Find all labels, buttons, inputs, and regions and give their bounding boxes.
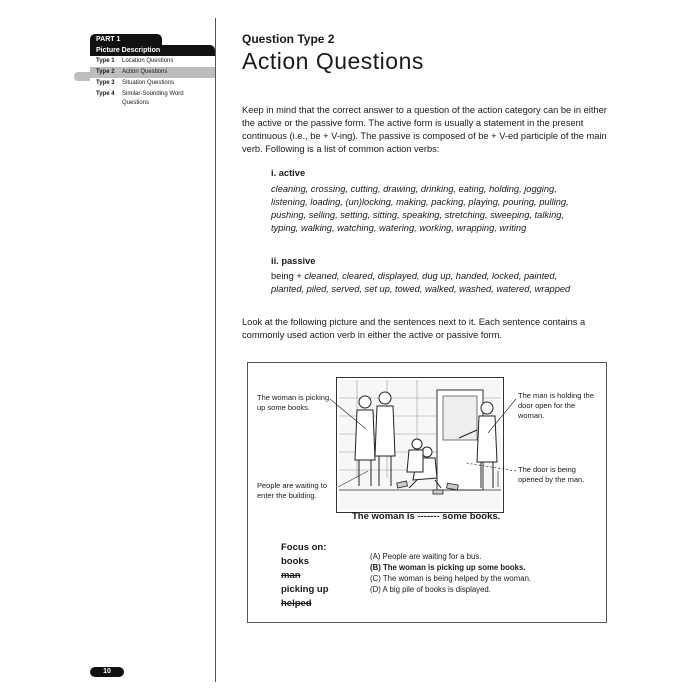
label-man: The man is holding the door open for the woman.	[518, 391, 594, 420]
sidebar-item-type-2[interactable]	[90, 67, 215, 78]
option-b: (B) The woman is picking up some books.	[370, 563, 526, 572]
label-people: People are waiting to enter the building.	[257, 481, 328, 500]
passive-verb-list: cleaned, cleared, displayed, dug up, handed, locked, painted, planted, piled, served, set up, towed, walked, washed, watered, wrapped	[271, 271, 571, 294]
figure-caption: The woman is ------- some books.	[352, 511, 501, 522]
sidebar-nav	[90, 34, 215, 109]
focus-box	[281, 541, 329, 611]
question-type-label: Question Type 2	[242, 32, 335, 46]
active-heading: i. active	[271, 168, 306, 178]
active-verbs: cleaning, crossing, cutting, drawing, drinking, eating, holding, jogging, listening, loading, (un)locking, making, packing, playing, pouring, pulling, pushing, selling, setting, sitting, speaking, stretching, sweeping, talking, typing, walking, watching, watering, working, wrapping, writing	[271, 184, 569, 233]
passive-verbs	[271, 270, 591, 296]
answer-options	[370, 551, 531, 595]
page-number: 10	[90, 667, 124, 677]
type-label: Similar-Sounding Word Questions	[122, 91, 184, 106]
option-d: (D) A big pile of books is displayed.	[370, 585, 491, 594]
focus-word-struck: man	[281, 570, 301, 581]
passive-prefix: being +	[271, 271, 305, 281]
focus-word-struck: helped	[281, 598, 312, 609]
focus-heading: Focus on:	[281, 542, 327, 553]
option-a: (A) People are waiting for a bus.	[370, 552, 482, 561]
page-title: Action Questions	[242, 48, 424, 74]
part-title: Picture Description	[90, 45, 215, 56]
label-woman: The woman is picking up some books.	[257, 393, 330, 412]
focus-word: books	[281, 556, 309, 567]
type-label: Action Questions	[122, 69, 168, 75]
intro-paragraph: Keep in mind that the correct answer to a question of the action category can be in either the active or the passive form. The active form is usually a statement in the present continuous (i.e., be + V-ing). The passive is composed of be + V-ed participle of the main verb. Following is a list of common action verbs:	[242, 105, 607, 154]
sidebar-divider	[215, 18, 216, 682]
type-label: Location Questions	[122, 58, 174, 64]
look-paragraph: Look at the following picture and the sentences next to it. Each sentence contains a commonly used action verb in either the active or passive form.	[242, 317, 586, 340]
active-type-tab	[74, 72, 90, 81]
type-label: Situation Questions	[122, 80, 175, 86]
passive-heading: ii. passive	[271, 256, 316, 266]
focus-word: picking up	[281, 584, 329, 595]
type-number: Type 2	[96, 69, 115, 75]
label-door: The door is being opened by the man.	[518, 465, 585, 484]
type-number: Type 4	[96, 91, 115, 97]
example-figure	[247, 362, 607, 623]
part-label: PART 1	[90, 34, 162, 45]
sidebar-item-type-3[interactable]	[90, 78, 215, 89]
sidebar-item-type-4[interactable]	[90, 89, 215, 109]
sidebar-item-type-1[interactable]	[90, 56, 215, 67]
type-number: Type 3	[96, 80, 115, 86]
option-c: (C) The woman is being helped by the woman.	[370, 574, 532, 583]
type-number: Type 1	[96, 58, 115, 64]
